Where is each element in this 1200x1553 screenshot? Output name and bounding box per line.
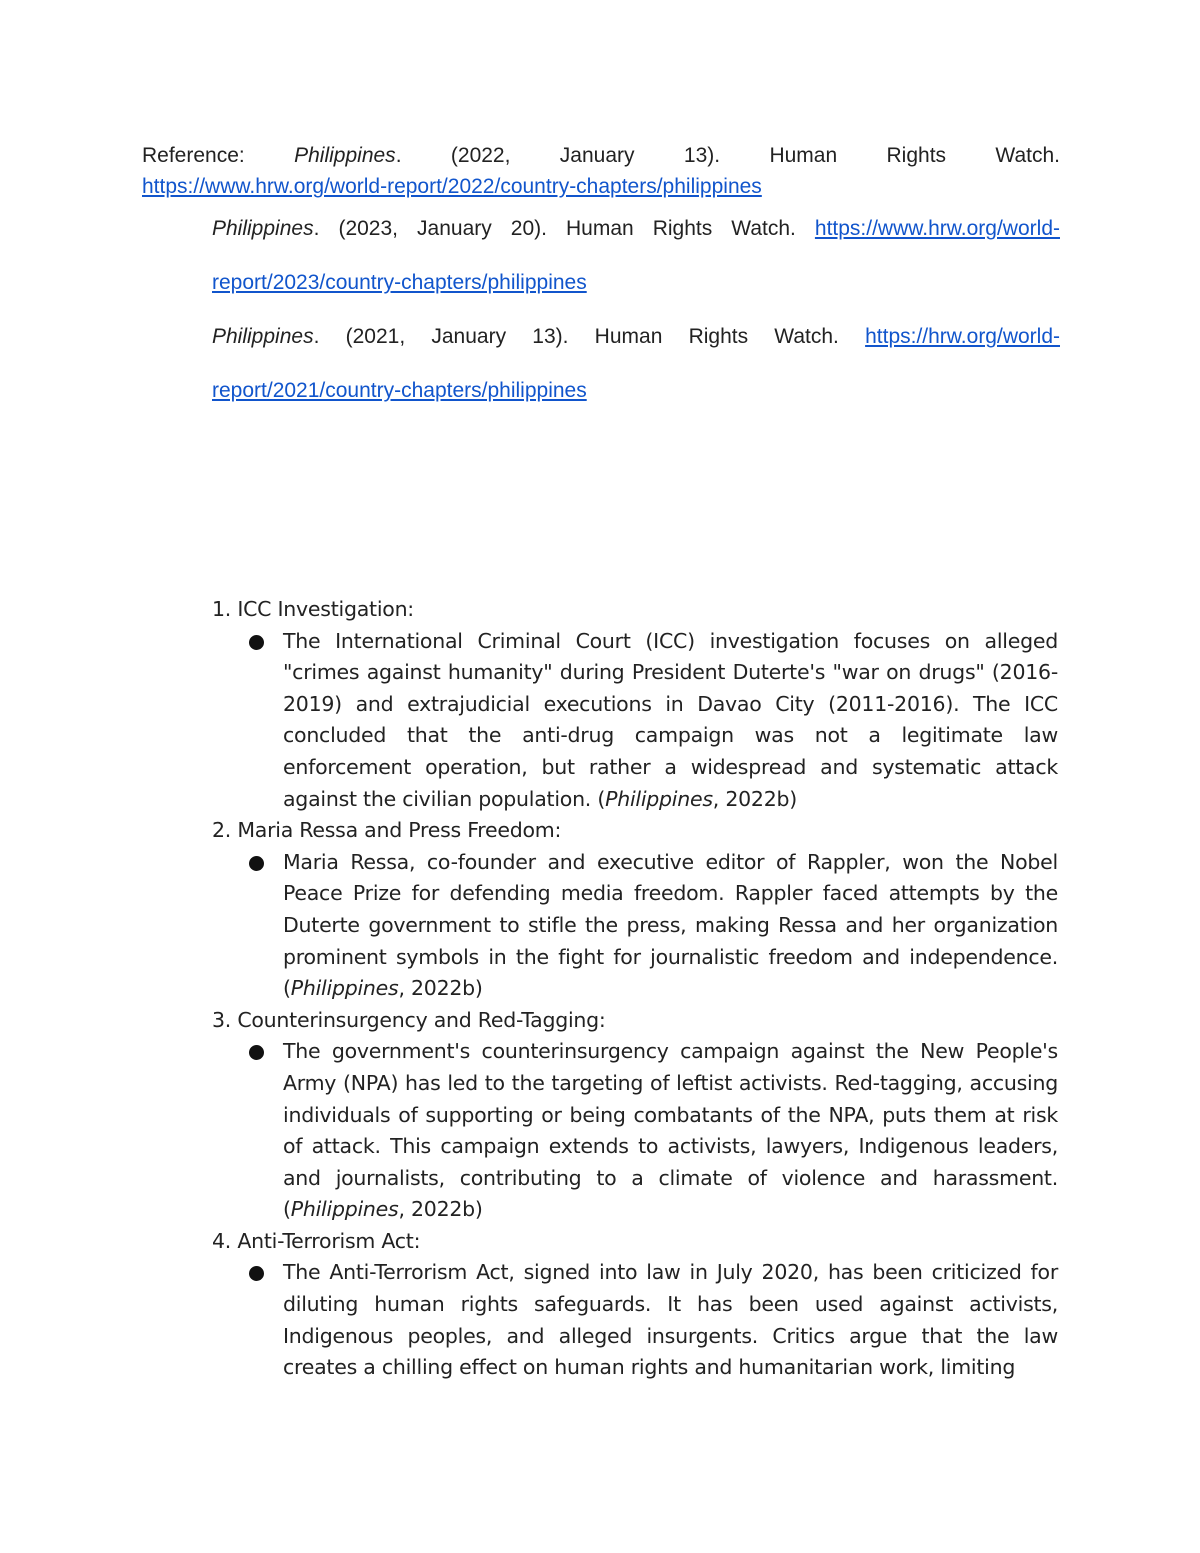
list-item [212,815,1058,1005]
bullet-point [212,1036,1058,1226]
reference-1-date: . (2022, January 13). Human Rights Watch. [395,144,1060,167]
reference-2 [212,202,1060,310]
bullet-text: The government's counterinsurgency campaign against the New People's Army (NPA) has led to the targeting of leftist activists. Red-tagging, accusing individuals of supporting or being combatants of the NPA, puts them at risk of attack. This campaign extends to activists, lawyers, Indigenous leaders, and journalists, contributing to a climate of violence and harassment. ( [283,1039,1058,1222]
reference-3-date: . (2021, January 13). Human Rights Watch. [313,325,839,348]
citation-tail: , 2022b) [398,1197,483,1222]
reference-2-link-part1[interactable]: https://www.hrw.org/world- [814,217,1060,240]
reference-2-link-part2[interactable]: report/2023/country-chapters/philippines [212,271,587,294]
bullet-point [212,626,1058,816]
list-item-title: 2. Maria Ressa and Press Freedom: [212,818,562,843]
bullet-text: The International Criminal Court (ICC) investigation focuses on alleged "crimes against humanity" during President Duterte's "war on drugs" (2016-2019) and extrajudicial executions in Davao City (2011-2016). The ICC concluded that the anti-drug campaign was not a legitimate law enforcement operation, but rather a widespread and systematic attack against the civilian population. ( [283,628,1058,811]
bullet-icon [249,1045,264,1060]
list-item [212,1226,1058,1384]
citation-title: Philippines [290,976,399,1001]
citation-title: Philippines [290,1197,399,1222]
bullet-icon [249,856,264,871]
citation-title: Philippines [605,786,713,811]
bullet-icon [249,1266,264,1281]
bullet-point [212,847,1058,1005]
bullet-text: Maria Ressa, co-founder and executive editor of Rappler, won the Nobel Peace Prize for defending media freedom. Rappler faced attempts by the Duterte government to stifle the press, making Ressa and her organization prominent symbols in the fight for journalistic freedom and independence. ( [283,849,1058,1001]
reference-3 [212,310,1060,418]
list-item [212,1005,1058,1226]
bullet-text: The Anti-Terrorism Act, signed into law in July 2020, has been criticized for diluting human rights safeguards. It has been used against activists, Indigenous peoples, and alleged insurgents. Critics argue that the law creates a chilling effect on human rights and humanitarian work, limiting [283,1260,1058,1380]
reference-3-link-part2[interactable]: report/2021/country-chapters/philippines [212,379,587,402]
reference-3-link-part1[interactable]: https://hrw.org/world- [865,325,1060,348]
reference-2-title: Philippines [212,217,314,240]
reference-1-link[interactable]: https://www.hrw.org/world-report/2022/country-chapters/philippines [142,175,762,198]
list-item-title: 4. Anti-Terrorism Act: [212,1228,421,1253]
numbered-list [212,594,1058,1384]
reference-1-title: Philippines [294,144,396,167]
bullet-icon [249,635,264,650]
reference-2-date: . (2023, January 20). Human Rights Watch. [313,217,796,240]
list-item-title: 3. Counterinsurgency and Red-Tagging: [212,1007,606,1032]
reference-1 [142,140,1060,202]
list-item [212,594,1058,815]
citation-tail: , 2022b) [712,786,798,811]
references-section [142,140,1060,418]
citation-tail: , 2022b) [398,976,483,1001]
list-item-title: 1. ICC Investigation: [212,597,414,621]
reference-3-title: Philippines [212,325,314,348]
reference-label: Reference: [142,144,245,167]
bullet-point [212,1257,1058,1383]
